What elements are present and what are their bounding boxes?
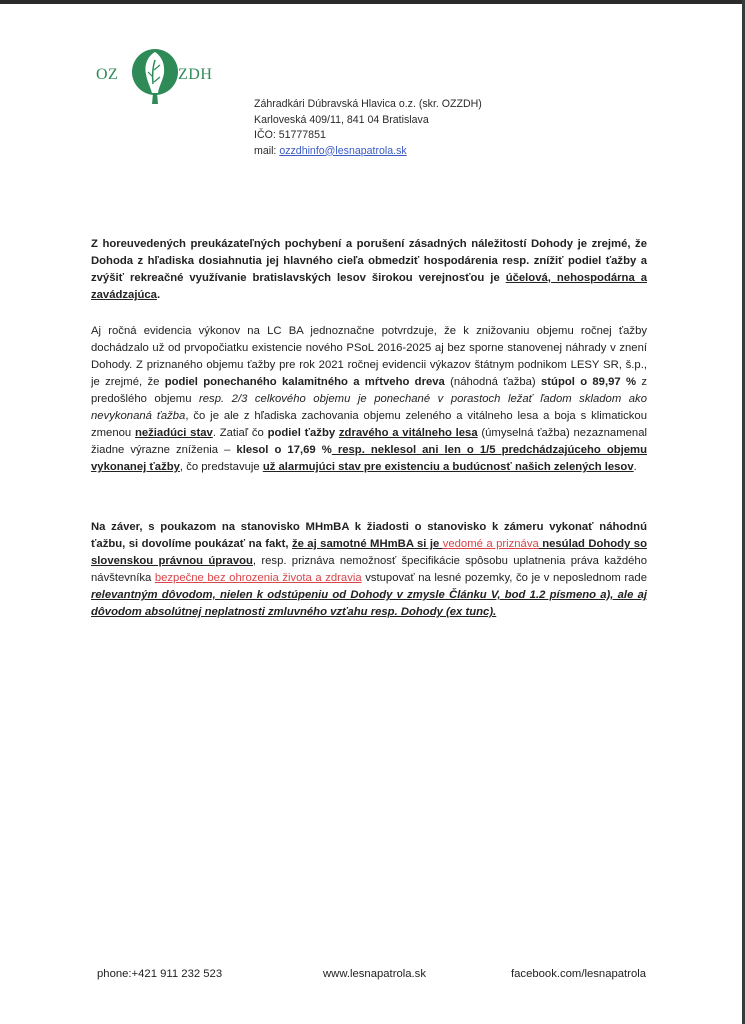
logo-text-left: OZ	[96, 66, 119, 83]
org-name: Záhradkári Dúbravská Hlavica o.z. (skr. OZZDH)	[254, 98, 482, 110]
footer-phone: phone:+421 911 232 523	[97, 968, 223, 980]
paragraph-conclusion: Z horeuvedených preukázateľných pochybení a porušení zásadných náležitostí Dohody je zrejmé, že Dohoda z hľadiska dosiahnutia jej hlavného cieľa obmedziť hospodárenia resp. znížiť podiel ťažby a zvýšiť rekreačné využívanie bratislavských lesov širokou verejnosťou je účelová, nehospodárna a zavádzajúca.	[91, 238, 647, 301]
logo-text-right: ZDH	[178, 66, 213, 83]
org-address: Karloveská 409/11, 841 04 Bratislava	[254, 113, 429, 126]
mail-label: mail:	[254, 144, 280, 157]
paragraph-annual-evidence: Aj ročná evidencia výkonov na LC BA jednoznačne potvrdzuje, že k znižovaniu objemu ročnej ťažby dochádzalo už od prvopočiatku existencie nového PSoL 2016-2025 aj bez sporne stanovenej náhrady v znení Dohody. Z priznaného objemu ťažby pre rok 2021 ročnej evidencii výkazov štátnym podnikom LESY SR, š.p., je zrejmé, že podiel ponechaného kalamitného a mŕtveho dreva (náhodná ťažba) stúpol o 89,97 % z predošlého objemu resp. 2/3 celkového objemu je ponechané v porastoch ležať ľadom skladom ako nevykonaná ťažba, čo je ale z hľadiska zachovania objemu zeleného a vitálneho lesa a boja s klimatickou zmenou nežiadúci stav. Zatiaľ čo podiel ťažby zdravého a vitálneho lesa (úmyselná ťažba) nezaznamenal žiadne výrazne zníženia – klesol o 17,69 % resp. neklesol ani len o 1/5 predchádzajúceho objemu vykonanej ťažby, čo predstavuje už alarmujúci stav pre existenciu a budúcnosť našich zelených lesov.	[91, 325, 647, 473]
paragraph-final-statement: Na záver, s poukazom na stanovisko MHmBA k žiadosti o stanovisko k zámeru vykonať náhodnú ťažbu, si dovolíme poukázať na fakt, že aj samotné MHmBA si je vedomé a priznáva nesúlad Dohody so slovenskou právnou úpravou, resp. priznáva nemožnosť špecifikácie spôsobu uplatnenia práva každého návštevníka bezpečne bez ohrozenia života a zdravia vstupovať na lesné pozemky, čo je v neposlednom rade relevantným dôvodom, nielen k odstúpeniu od Dohody v zmysle Článku V, bod 1.2 písmeno a), ale aj dôvodom absolútnej neplatnosti zmluvného vzťahu resp. Dohody (ex tunc).	[91, 521, 647, 618]
org-mail-line	[254, 144, 482, 160]
org-ico: IČO: 51777851	[254, 129, 326, 141]
footer-website: www.lesnapatrola.sk	[323, 968, 426, 980]
organization-logo	[94, 46, 234, 108]
tree-icon	[130, 46, 180, 106]
scan-edge-top	[0, 0, 745, 4]
organization-header	[254, 97, 482, 159]
email-link[interactable]: ozzdhinfo@lesnapatrola.sk	[279, 144, 407, 157]
footer-facebook: facebook.com/lesnapatrola	[511, 968, 647, 980]
